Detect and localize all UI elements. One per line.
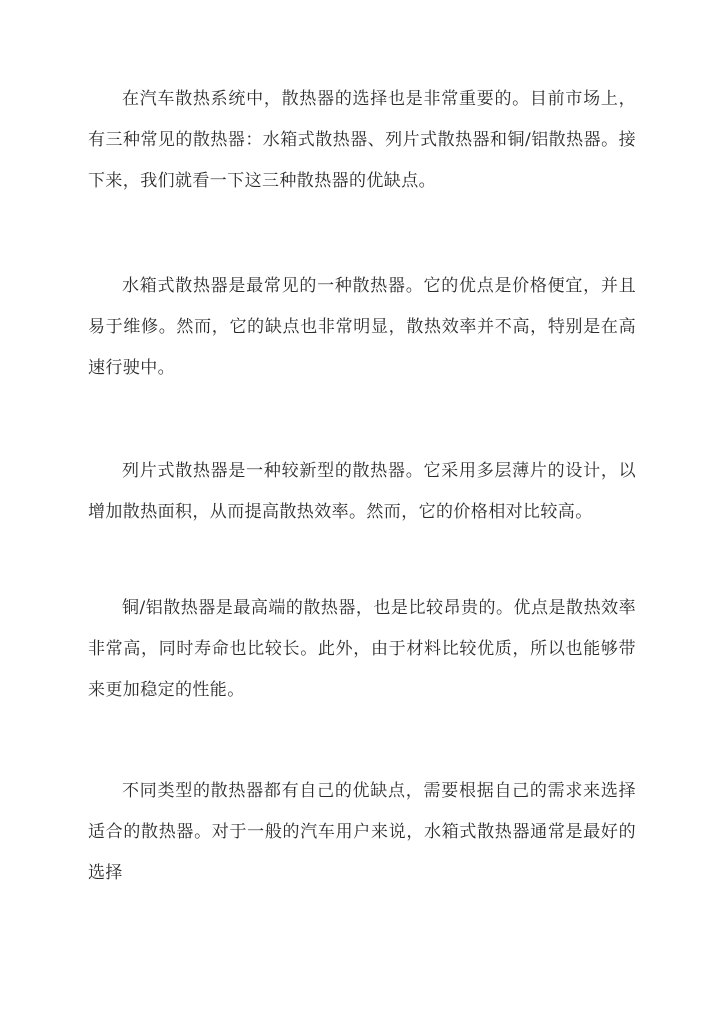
paragraph-water-tank-radiator: 水箱式散热器是最常见的一种散热器。它的优点是价格便宜，并且易于维修。然而，它的缺点也非常明显，散热效率并不高，特别是在高速行驶中。 [88, 276, 636, 378]
paragraph-fin-radiator: 列片式散热器是一种较新型的散热器。它采用多层薄片的设计，以增加散热面积，从而提高散热效率。然而，它的价格相对比较高。 [88, 461, 636, 522]
paragraph-intro: 在汽车散热系统中，散热器的选择也是非常重要的。目前市场上，有三种常见的散热器：水箱式散热器、列片式散热器和铜/铝散热器。接下来，我们就看一下这三种散热器的优缺点。 [88, 89, 636, 191]
paragraph-copper-aluminum-radiator: 铜/铝散热器是最高端的散热器，也是比较昂贵的。优点是散热效率非常高，同时寿命也比较长。此外，由于材料比较优质，所以也能够带来更加稳定的性能。 [88, 598, 636, 700]
paragraph-conclusion: 不同类型的散热器都有自己的优缺点，需要根据自己的需求来选择适合的散热器。对于一般的汽车用户来说，水箱式散热器通常是最好的选择 [88, 781, 636, 883]
